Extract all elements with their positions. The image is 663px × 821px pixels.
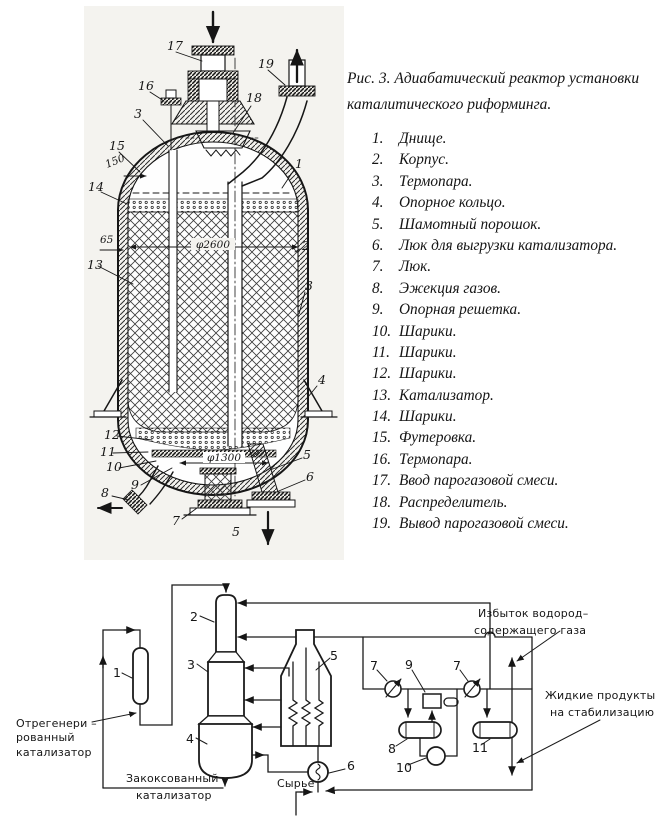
flow-diagram [16,585,655,815]
flow-labels [16,607,655,802]
list-item: 11. Шарики. [372,343,457,361]
compressor-motor [444,698,458,706]
callout-9: 9 [131,477,139,492]
coked-catalyst-label: Закоксованный [126,772,219,785]
list-item: 16. Термопара. [372,450,473,468]
coked-catalyst-label: катализатор [136,789,212,802]
flow-num-6: 6 [347,758,355,773]
dim-150-text: 150 [103,152,127,171]
vessel-1 [133,648,148,704]
dim-1300-text: φ1300 [206,452,242,464]
callout-1: 1 [295,156,303,171]
callout-17: 17 [167,38,183,53]
caption-line-2: каталитического риформинга. [347,96,552,113]
list-item: 10. Шарики. [372,322,457,340]
list-item: 4. Опорное кольцо. [372,194,506,212]
liquid-products-label: Жидкие продукты [545,689,656,702]
callout-4: 4 [318,372,326,387]
callout-2: 2 [302,238,310,253]
list-item: 3. Термопара. [372,172,473,190]
callout-14: 14 [88,179,104,194]
callout-3-left: 3 [134,106,142,121]
pump-10 [427,747,445,765]
callout-16: 16 [138,78,154,93]
list-item: 5. Шамотный порошок. [372,215,542,233]
flow-num-9: 9 [405,657,413,672]
column-section-3 [208,662,244,716]
feed-exchanger [296,746,532,815]
excess-gas-label: Избыток водород– [478,607,589,620]
column-section-4 [199,724,252,778]
callout-10: 10 [106,459,122,474]
list-item: 2. Корпус. [372,151,449,169]
flow-num-1: 1 [113,665,121,680]
list-item: 6. Люк для выгрузки катализатора. [372,236,618,254]
flow-num-5: 5 [330,648,338,663]
callout-8: 8 [101,485,109,500]
list-item: 13. Катализатор. [372,386,494,404]
callout-6: 6 [306,469,314,484]
list-item: 17. Ввод парогазовой смеси. [372,472,559,490]
furnace [281,630,331,746]
thermocouple-tube [169,150,177,392]
callout-11: 11 [100,444,116,459]
callout-12: 12 [104,427,120,442]
flow-num-4: 4 [186,731,194,746]
callout-5-right: 5 [303,447,311,462]
reactor-drawing [84,6,344,560]
drum-8 [399,722,441,738]
regenerated-catalyst-label: рованный [16,731,75,744]
list-item: 19. Вывод парогазовой смеси. [372,515,569,533]
list-item: 14. Шарики. [372,408,457,426]
flow-leaders [92,616,600,773]
flow-num-10: 10 [396,760,412,775]
list-item: 8. Эжекция газов. [372,279,501,297]
callout-15: 15 [109,138,125,153]
flow-num-8: 8 [388,741,396,756]
callout-19: 19 [258,56,274,71]
list-item: 12. Шарики. [372,365,457,383]
separation-train [363,658,532,775]
caption-line-1: Рис. 3. Адиабатический реактор установки [347,70,640,87]
dim-65-text: 65 [100,234,114,246]
reactor-column [199,595,252,778]
feed-label: Сырье [277,777,315,790]
list-item: 7. Люк. [372,258,432,276]
flow-num-11: 11 [472,740,488,755]
flow-num-3: 3 [187,657,195,672]
flow-num-7a: 7 [370,658,378,673]
flow-num-2: 2 [190,609,198,624]
column-section-2 [216,595,236,652]
regenerated-catalyst-label: Отрегенери – [16,717,97,730]
callout-18: 18 [246,90,262,105]
list-item: 15. Футеровка. [372,429,477,447]
liquid-products-label: на стабилизацию [550,706,655,719]
callout-5-bottom: 5 [232,524,240,539]
top-ball-layer [128,199,298,212]
flow-num-7b: 7 [453,658,461,673]
regenerated-catalyst-label: катализатор [16,746,92,759]
callout-7: 7 [172,513,180,528]
dim-2600-text: φ2600 [195,239,231,251]
list-item: 1. Днище. [372,130,447,147]
list-item: 9. Опорная решетка. [372,301,522,319]
callout-13: 13 [87,257,103,272]
list-item: 18. Распределитель. [372,493,508,511]
excess-gas-label: содержащего газа [474,624,587,637]
compressor-9 [423,694,441,708]
callout-3-right: 3 [305,278,313,293]
